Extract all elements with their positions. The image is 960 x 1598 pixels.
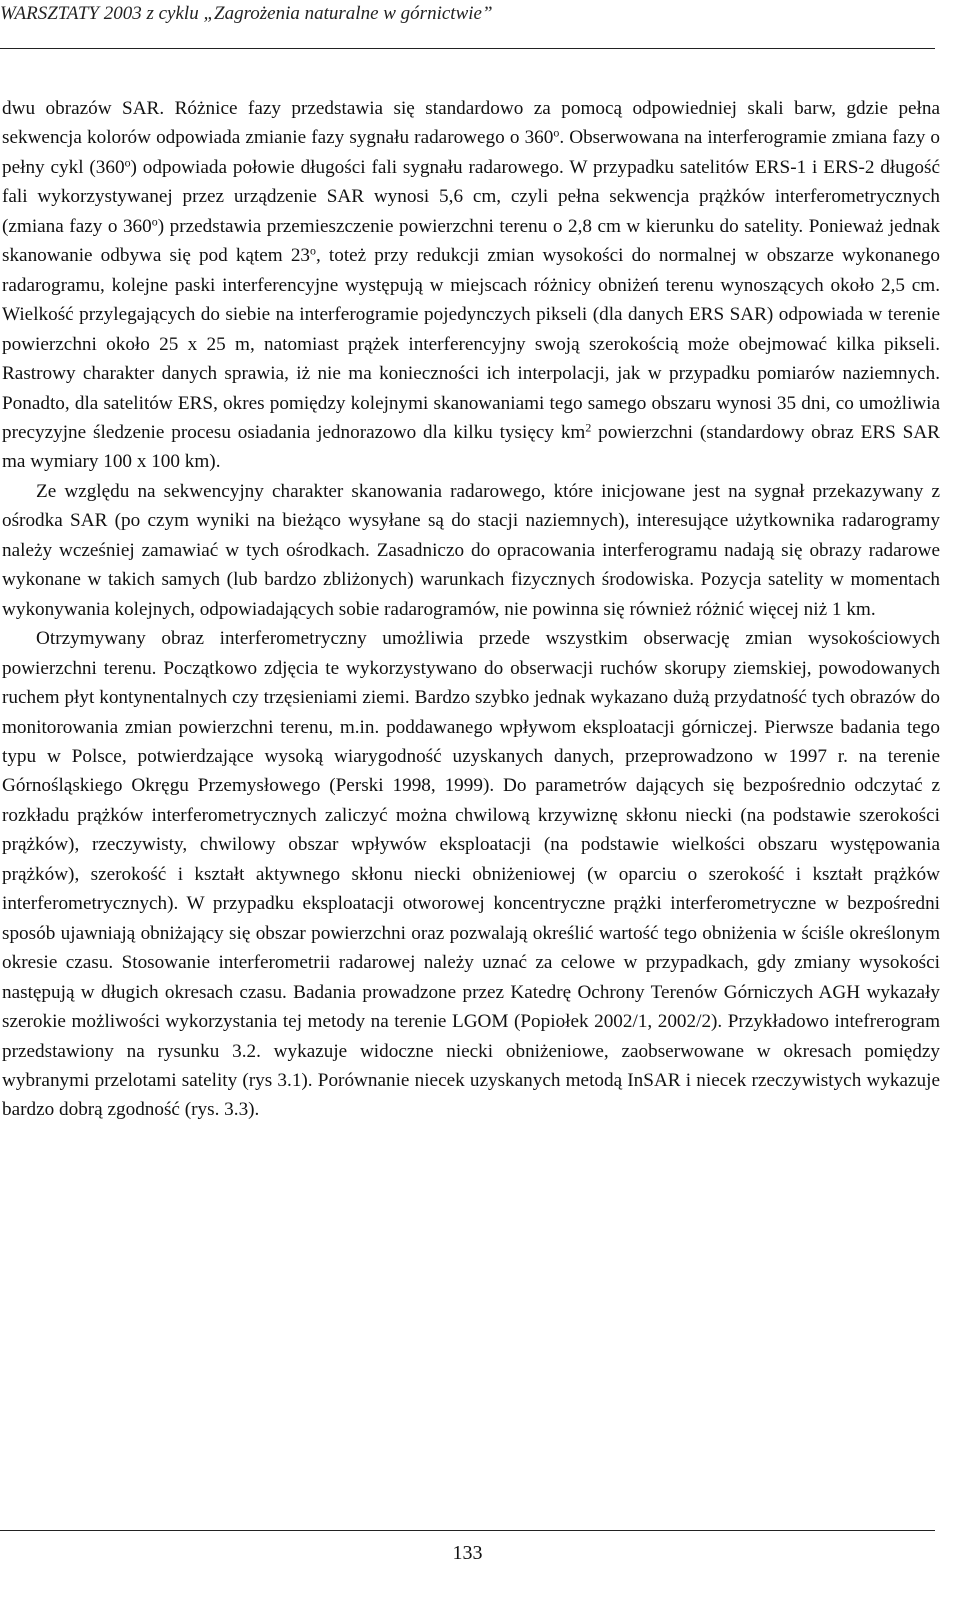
text-run: ) przedstawia przemieszczenie powierzchni terenu o 2,8 cm w kierunku do satelity. Ponieważ jednak skanowanie odbywa się pod kątem 23	[2, 215, 940, 267]
body-text	[2, 94, 940, 1125]
text-run: Ze względu na sekwencyjny charakter skanowania radarowego, które inicjowane jest na sygnał przekazywany z ośrodka SAR (po czym wyniki na bieżąco wysyłane są do stacji naziemnych), interesujące użytkownika radarogramy należy wcześniej zamawiać w tych ośrodkach. Zasadniczo do opracowania interferogramu nadają się obrazy radarowe wykonane w takich samych (lub bardzo zbliżonych) warunkach fizycznych środowiska. Pozycja satelity w momentach wykonywania kolejnych, odpowiadających sobie radarogramów, nie powinna się również różnić więcej niż 1 km.	[2, 480, 940, 620]
page-number: 133	[452, 1542, 483, 1564]
paragraph	[2, 94, 940, 477]
footer-rule	[0, 1530, 935, 1531]
text-run: , toteż przy redukcji zmian wysokości do normalnej w obszarze wykonanego radarogramu, kolejne paski interferencyjne występują w miejscach różnicy obniżeń terenu wynoszących około 2,5 cm. Wielkość przylegających do siebie na interferogramie pojedynczych pikseli (dla danych ERS SAR) odpowiada w terenie powierzchni około 25 x 25 m, natomiast prążek interferencyjny swoją szerokością może obejmować kilka pikseli. Rastrowy charakter danych sprawia, iż nie ma konieczności ich interpolacji, jak w przypadku pomiarów naziemnych. Ponadto, dla satelitów ERS, okres pomiędzy kolejnymi skanowaniami tego samego obszaru wynosi 35 dni, co umożliwia precyzyjne śledzenie procesu osiadania jednorazowo dla kilku tysięcy km	[2, 245, 940, 443]
text-run: . Obserwowana na interferogramie zmiana fazy o pełny cykl (360	[2, 127, 941, 178]
superscript: 2	[585, 420, 592, 435]
paragraph	[2, 624, 940, 1125]
superscript: o	[310, 243, 316, 258]
superscript: o	[124, 155, 131, 170]
superscript: o	[151, 214, 158, 229]
text-run: ) odpowiada połowie długości fali sygnału radarowego. W przypadku satelitów ERS-1 i ERS-2 długość fali wykorzystywanej przez urządzenie SAR wynosi 5,6 cm, czyli pełna sekwencja prążków interferometrycznych (zmiana fazy o 360	[2, 156, 940, 237]
paragraph	[2, 477, 940, 624]
text-run: Otrzymywany obraz interferometryczny umożliwia przede wszystkim obserwację zmian wysokościowych powierzchni terenu. Początkowo zdjęcia te wykorzystywano do obserwacji ruchów skorupy ziemskiej, powodowanych ruchem płyt kontynentalnych czy trzęsieniami ziemi. Bardzo szybko jednak wykazano dużą przydatność tych obrazów do monitorowania zmian powierzchni terenu, m.in. poddawanego wpływom eksploatacji górniczej. Pierwsze badania tego typu w Polsce, potwierdzające wysoką wiarygodność uzyskanych danych, przeprowadzono w 1997 r. na terenie Górnośląskiego Okręgu Przemysłowego (Perski 1998, 1999). Do parametrów dających się bezpośrednio odczytać z rozkładu prążków interferometrycznych zaliczyć można chwilową krzywiznę skłonu niecki (na podstawie szerokości prążków), rzeczywisty, chwilowy obszar wpływów eksploatacji (na podstawie wielkości obszaru występowania prążków), szerokość i kształt aktywnego skłonu niecki obniżeniowej (w oparciu o szerokość i kształt prążków interferometrycznych). W przypadku eksploatacji otworowej koncentryczne prążki interferometryczne w bezpośredni sposób ujawniają obniżający się obszar powierzchni oraz pozwalają określić wartość tego obniżenia w ściśle określonym okresie czasu. Stosowanie interferometrii radarowej należy uznać za celowe w przypadkach, gdy zmiany wysokości następują w długich okresach czasu. Badania prowadzone przez Katedrę Ochrony Terenów Górniczych AGH wykazały szerokie możliwości wykorzystania tej metody na terenie LGOM (Popiołek 2002/1, 2002/2). Przykładowo intefrerogram przedstawiony na rysunku 3.2. wykazuje widoczne niecki obniżeniowe, zaobserwowane w okresach pomiędzy wybranymi przelotami satelity (rys 3.1). Porównanie niecek uzyskanych metodą InSAR i niecek rzeczywistych wykazuje bardzo dobrą zgodność (rys. 3.3).	[2, 628, 940, 1121]
running-header: WARSZTATY 2003 z cyklu „Zagrożenia naturalne w górnictwie”	[0, 3, 493, 24]
header-rule	[0, 48, 935, 49]
superscript: o	[553, 125, 560, 140]
text-run: powierzchni (standardowy obraz ERS SAR ma wymiary 100 x 100 km).	[2, 421, 940, 473]
text-run: dwu obrazów SAR. Różnice fazy przedstawia się standardowo za pomocą odpowiedniej skali barw, gdzie pełna sekwencja kolorów odpowiada zmianie fazy sygnału radarowego o 360	[2, 98, 940, 149]
